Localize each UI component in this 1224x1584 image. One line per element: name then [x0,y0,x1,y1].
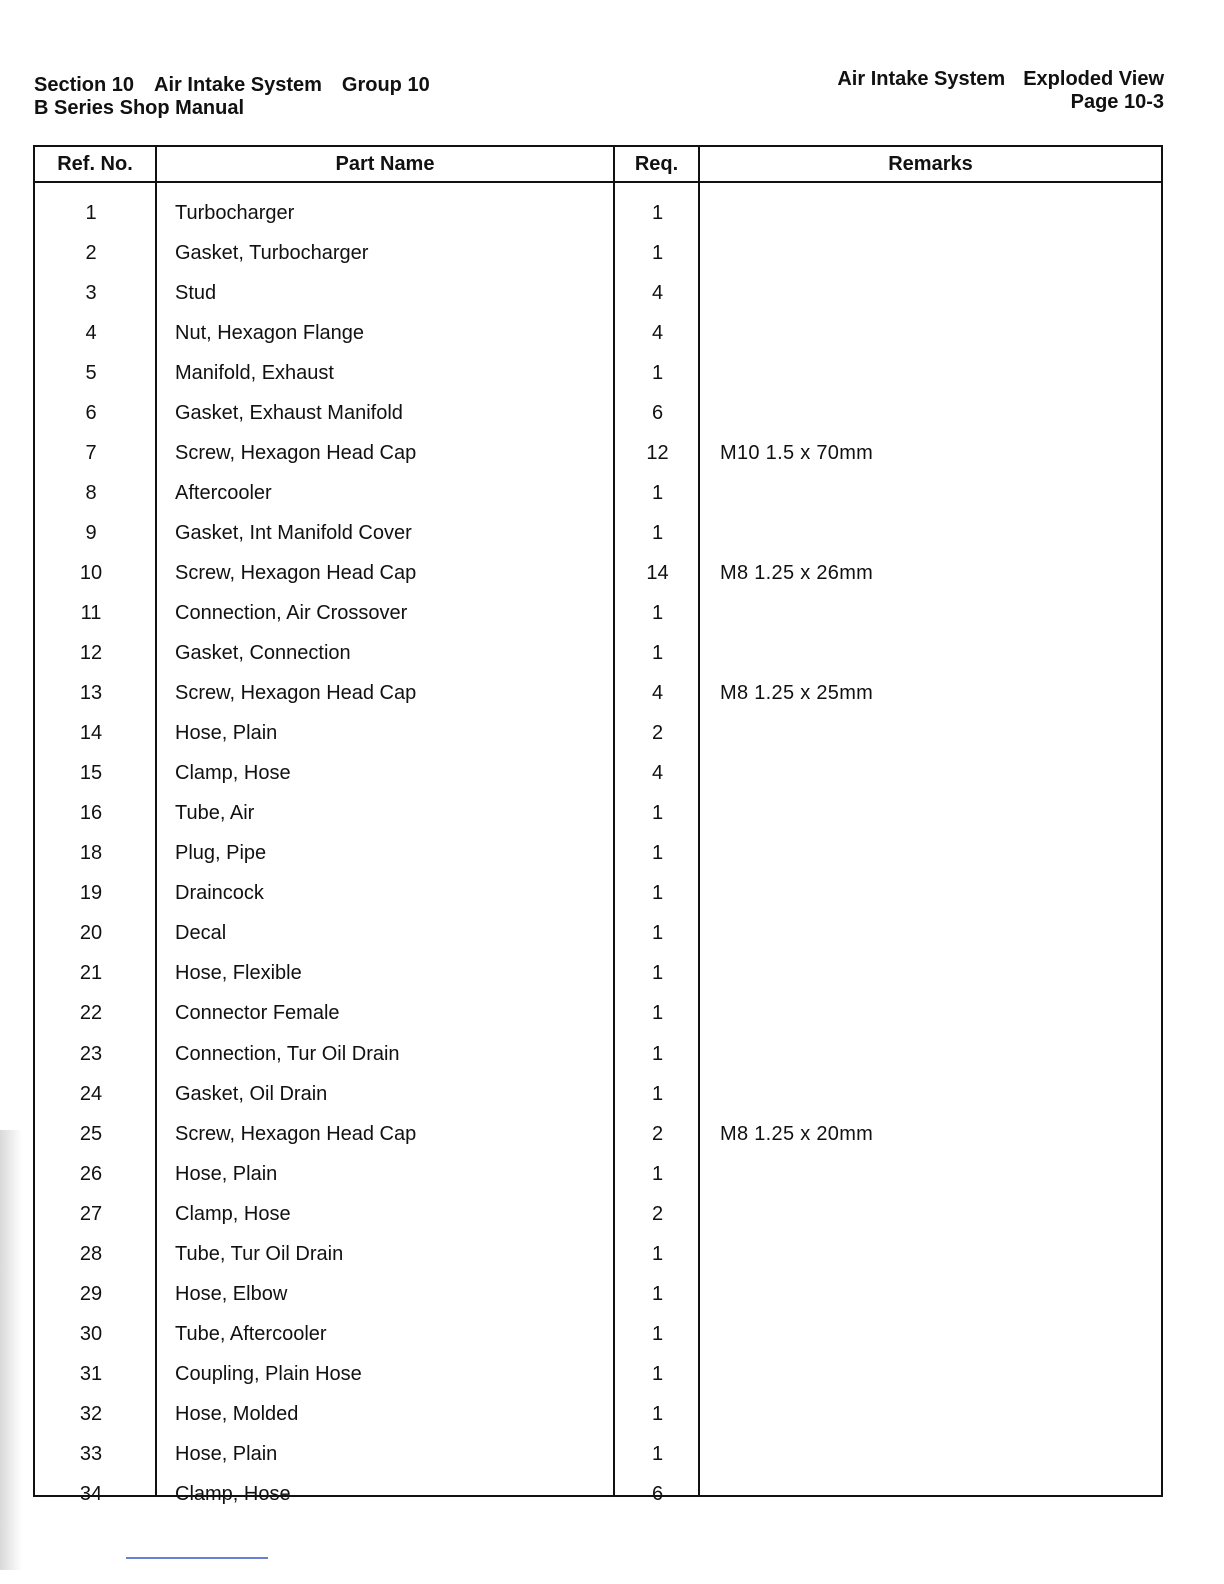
ref-no-cell: 24 [79,1082,103,1105]
table-row [35,714,1161,754]
table-row [35,313,1161,353]
table-row [35,233,1161,273]
ref-no-cell: 13 [79,682,103,705]
ref-no-cell: 27 [79,1202,103,1225]
req-cell: 1 [651,601,664,624]
ref-no-cell: 21 [79,962,103,985]
table-row [35,393,1161,433]
table-row [35,433,1161,473]
req-cell: 1 [651,1442,664,1465]
req-cell: 2 [651,1122,664,1145]
part-name-cell: Hose, Molded [175,1402,299,1425]
ref-no-cell: 19 [79,882,103,905]
req-cell: 1 [651,1402,664,1425]
req-cell: 1 [651,481,664,504]
ref-no-cell: 11 [80,601,102,624]
req-cell: 1 [651,642,664,665]
table-row [35,1234,1161,1274]
req-cell: 2 [651,722,664,745]
part-name-cell: Tube, Tur Oil Drain [175,1242,344,1265]
part-name-cell: Turbocharger [175,201,295,224]
parts-table [33,145,1163,1506]
ref-no-cell: 4 [85,321,97,344]
page-header-right [819,68,1164,114]
table-row [35,353,1161,393]
section-label: Section 10 [34,74,135,96]
req-cell: 1 [651,241,664,264]
req-cell: 1 [651,1282,664,1305]
part-name-cell: Tube, Aftercooler [175,1322,327,1345]
section-line [34,74,450,97]
table-row [35,193,1161,233]
req-cell: 1 [651,1162,664,1185]
req-cell: 1 [651,962,664,985]
page-number: Page 10-3 [1070,91,1164,113]
ref-no-cell: 7 [85,441,97,464]
ref-no-cell: 30 [79,1322,103,1345]
table-row [35,1154,1161,1194]
req-cell: 1 [651,842,664,865]
ref-no-cell: 20 [79,922,103,945]
scan-edge-shadow [0,1130,22,1570]
table-row [35,1434,1161,1474]
table-header [35,147,1161,183]
ref-no-cell: 14 [79,722,103,745]
part-name-cell: Hose, Elbow [175,1282,288,1305]
remarks-cell: M10 1.5 x 70mm [720,441,874,464]
part-name-cell: Hose, Plain [175,1442,278,1465]
part-name-cell: Clamp, Hose [175,1202,291,1225]
req-cell: 1 [651,1322,664,1345]
ref-no-cell: 15 [79,762,103,785]
remarks-cell: M8 1.25 x 26mm [720,561,874,584]
table-row [35,1114,1161,1154]
part-name-cell: Coupling, Plain Hose [175,1362,362,1385]
ref-no-cell: 10 [79,561,103,584]
table-row [35,1074,1161,1114]
table-row [35,593,1161,633]
table-row [35,674,1161,714]
ref-no-cell: 16 [79,802,103,825]
req-cell: 1 [651,521,664,544]
req-cell: 14 [646,561,669,584]
header-req: Req. [615,147,700,181]
ref-no-cell: 1 [85,201,97,224]
req-cell: 1 [651,1362,664,1385]
req-cell: 4 [651,762,664,785]
part-name-cell: Plug, Pipe [175,842,267,865]
req-cell: 1 [651,361,664,384]
part-name-cell: Stud [175,281,217,304]
req-cell: 4 [651,281,664,304]
ref-no-cell: 9 [85,521,97,544]
part-name-cell: Connector Female [175,1002,340,1025]
table-row [35,914,1161,954]
req-cell: 12 [646,441,669,464]
part-name-cell: Screw, Hexagon Head Cap [175,1122,417,1145]
part-name-cell: Manifold, Exhaust [175,361,334,384]
ref-no-cell: 23 [79,1042,103,1065]
table-row [35,954,1161,994]
ref-no-cell: 8 [85,481,97,504]
part-name-cell: Connection, Air Crossover [175,601,408,624]
part-name-cell: Gasket, Oil Drain [175,1082,328,1105]
table-row [35,754,1161,794]
req-cell: 1 [651,201,664,224]
table-row [35,874,1161,914]
part-name-cell: Gasket, Connection [175,642,351,665]
ref-no-cell: 26 [79,1162,103,1185]
req-cell: 1 [651,922,664,945]
part-name-cell: Clamp, Hose [175,1483,291,1506]
header-ref-no: Ref. No. [35,147,157,181]
ref-no-cell: 18 [79,842,103,865]
part-name-cell: Nut, Hexagon Flange [175,321,365,344]
ref-no-cell: 5 [85,361,97,384]
view-line [819,68,1164,91]
part-name-cell: Hose, Flexible [175,962,302,985]
part-name-cell: Screw, Hexagon Head Cap [175,561,417,584]
right-system-title: Air Intake System [837,68,1006,90]
table-row [35,794,1161,834]
table-body [35,183,1161,1506]
table-row [35,553,1161,593]
ref-no-cell: 3 [85,281,97,304]
req-cell: 4 [651,321,664,344]
table-row [35,634,1161,674]
part-name-cell: Gasket, Exhaust Manifold [175,401,403,424]
table-rows [35,193,1161,1515]
ref-no-cell: 25 [79,1122,103,1145]
ref-no-cell: 22 [79,1002,103,1025]
req-cell: 1 [651,882,664,905]
req-cell: 1 [651,1242,664,1265]
ref-no-cell: 28 [79,1242,103,1265]
req-cell: 1 [651,802,664,825]
ref-no-cell: 34 [79,1483,103,1506]
req-cell: 2 [651,1202,664,1225]
req-cell: 1 [651,1082,664,1105]
part-name-cell: Decal [175,922,227,945]
footer-rule [126,1557,268,1559]
part-name-cell: Screw, Hexagon Head Cap [175,441,417,464]
req-cell: 1 [651,1002,664,1025]
req-cell: 1 [651,1042,664,1065]
part-name-cell: Connection, Tur Oil Drain [175,1042,400,1065]
header-remarks: Remarks [888,152,973,175]
part-name-cell: Gasket, Turbocharger [175,241,369,264]
manual-title: B Series Shop Manual [34,97,245,119]
table-row [35,1314,1161,1354]
table-row [35,1274,1161,1314]
part-name-cell: Gasket, Int Manifold Cover [175,521,412,544]
ref-no-cell: 31 [79,1362,103,1385]
part-name-cell: Aftercooler [175,481,272,504]
table-row [35,513,1161,553]
part-name-cell: Draincock [175,882,264,905]
part-name-cell: Clamp, Hose [175,762,291,785]
part-name-cell: Hose, Plain [175,1162,278,1185]
ref-no-cell: 2 [85,241,97,264]
table-row [35,1475,1161,1515]
ref-no-cell: 33 [79,1442,103,1465]
table-row [35,1394,1161,1434]
table-row [35,834,1161,874]
ref-no-cell: 6 [85,401,97,424]
page-header-left [34,74,450,120]
part-name-cell: Hose, Plain [175,722,278,745]
header-part-name: Part Name [157,147,615,181]
part-name-cell: Tube, Air [175,802,255,825]
system-label: Air Intake System [154,74,322,96]
part-name-cell: Screw, Hexagon Head Cap [175,682,417,705]
req-cell: 6 [651,1483,664,1506]
ref-no-cell: 29 [79,1282,103,1305]
group-label: Group 10 [341,74,430,96]
table-row [35,1194,1161,1234]
table-row [35,473,1161,513]
table-row [35,994,1161,1034]
remarks-cell: M8 1.25 x 25mm [720,682,874,705]
req-cell: 4 [651,682,664,705]
req-cell: 6 [651,401,664,424]
table-row [35,273,1161,313]
ref-no-cell: 32 [79,1402,103,1425]
ref-no-cell: 12 [79,642,103,665]
table-row [35,1354,1161,1394]
table-row [35,1034,1161,1074]
remarks-cell: M8 1.25 x 20mm [720,1122,874,1145]
view-title: Exploded View [1023,68,1164,90]
